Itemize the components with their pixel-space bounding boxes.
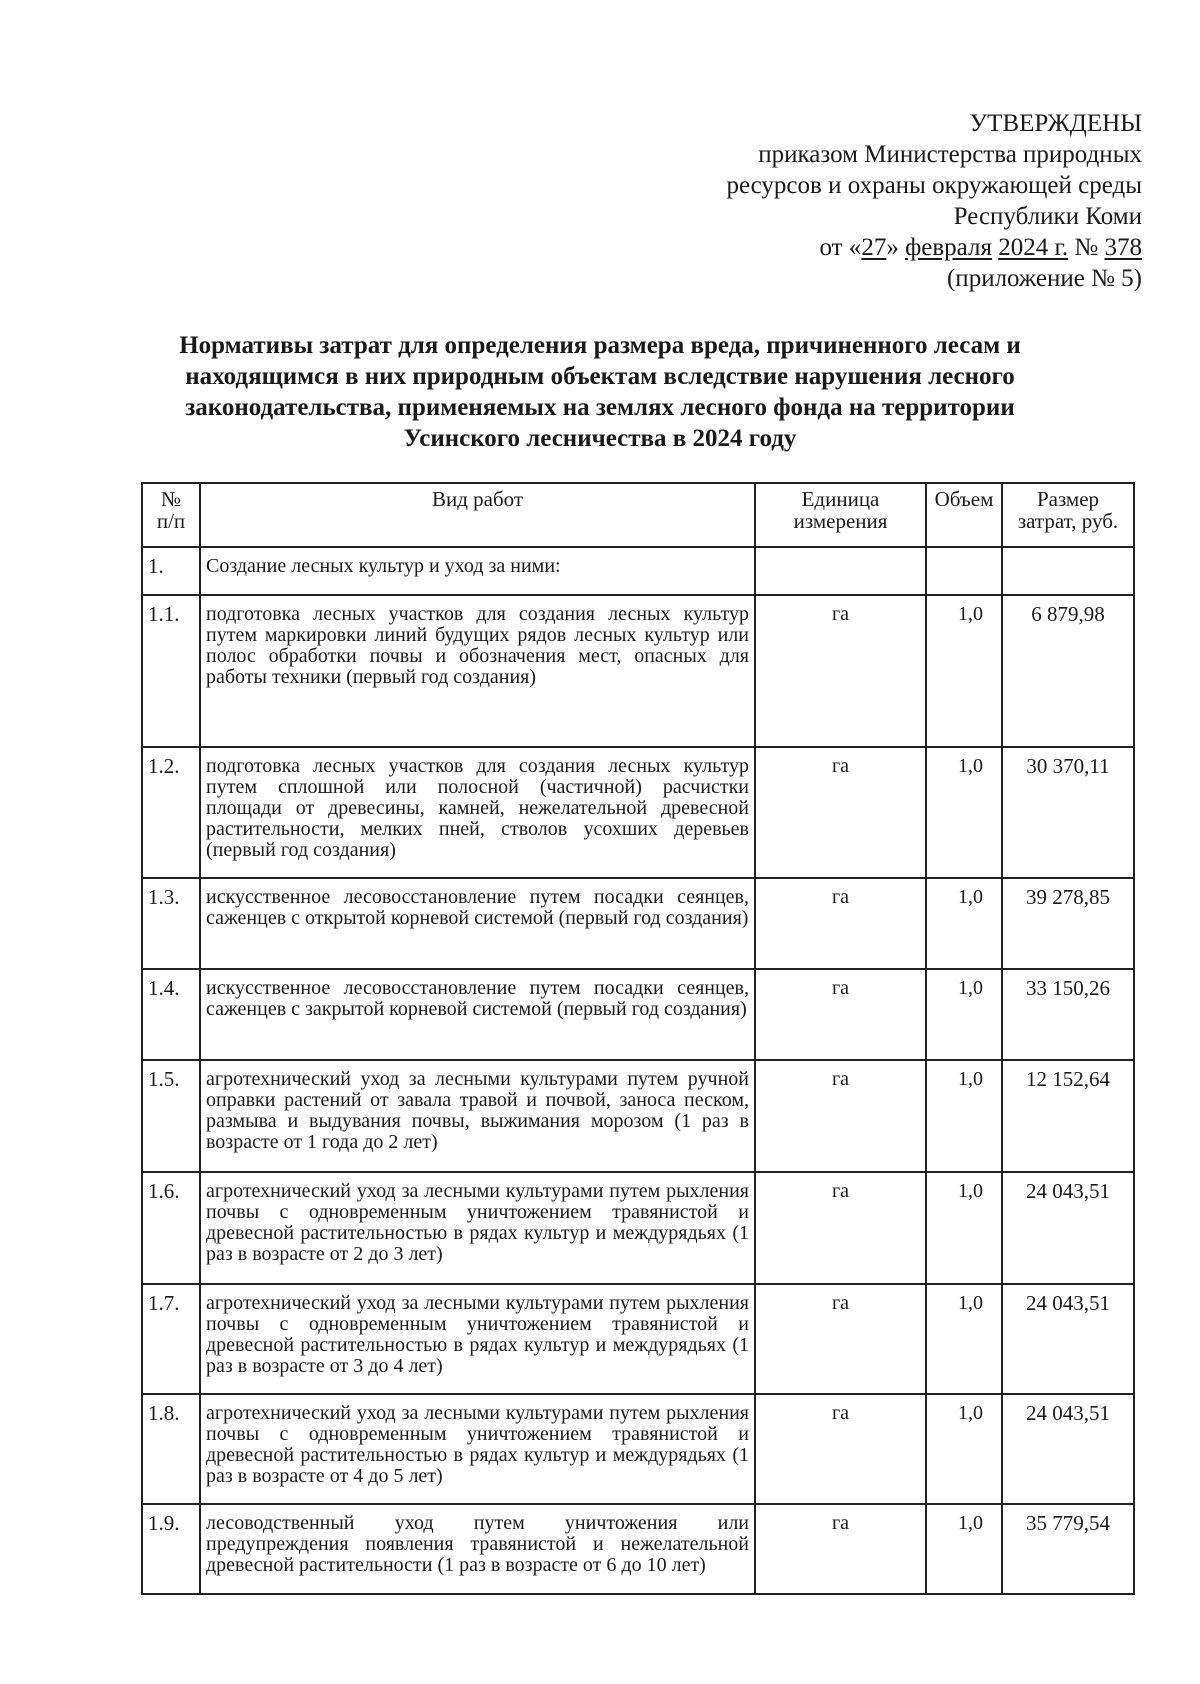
row-desc: искусственное лесовосстановление путем посадки сеянцев, саженцев с открытой корневой системой (первый год создания) <box>200 878 755 969</box>
row-cost: 12 152,64 <box>1002 1060 1134 1172</box>
approval-month: февраля <box>905 234 992 261</box>
row-volume: 1,0 <box>926 969 1002 1060</box>
row-num: 1.9. <box>142 1504 200 1594</box>
row-unit: га <box>755 747 926 878</box>
approval-year: 2024 г. <box>998 234 1069 261</box>
row-cost: 24 043,51 <box>1002 1394 1134 1504</box>
row-cost: 33 150,26 <box>1002 969 1134 1060</box>
header-work: Вид работ <box>200 483 755 547</box>
approval-republic-line: Республики Коми <box>953 203 1142 230</box>
row-desc: искусственное лесовосстановление путем посадки сеянцев, саженцев с закрытой корневой системой (первый год создания) <box>200 969 755 1060</box>
row-num: 1.7. <box>142 1284 200 1394</box>
row-volume: 1,0 <box>926 1504 1002 1594</box>
section-label: Создание лесных культур и уход за ними: <box>200 547 755 595</box>
table-row <box>142 1060 1134 1172</box>
approval-number: 378 <box>1104 234 1142 261</box>
approval-appendix-line: (приложение № 5) <box>946 265 1142 292</box>
row-cost: 6 879,98 <box>1002 595 1134 747</box>
row-cost: 24 043,51 <box>1002 1172 1134 1284</box>
row-num: 1.4. <box>142 969 200 1060</box>
row-num: 1.3. <box>142 878 200 969</box>
table-row <box>142 595 1134 747</box>
row-unit: га <box>755 969 926 1060</box>
row-cost: 24 043,51 <box>1002 1284 1134 1394</box>
row-volume: 1,0 <box>926 595 1002 747</box>
row-volume: 1,0 <box>926 747 1002 878</box>
approval-heading: УТВЕРЖДЕНЫ <box>969 110 1142 137</box>
row-volume: 1,0 <box>926 1394 1002 1504</box>
row-desc: агротехнический уход за лесными культурами путем ручной оправки растений от завала травой и почвой, заноса песком, размыва и выдувания почвы, выжимания морозом (1 раз в возрасте от 1 года до 2 лет) <box>200 1060 755 1172</box>
row-num: 1.8. <box>142 1394 200 1504</box>
table-row <box>142 878 1134 969</box>
row-cost: 39 278,85 <box>1002 878 1134 969</box>
cost-table <box>141 482 1135 1595</box>
table-header-row <box>142 483 1134 547</box>
table-row <box>142 1394 1134 1504</box>
row-volume: 1,0 <box>926 878 1002 969</box>
row-num: 1.1. <box>142 595 200 747</box>
row-unit: га <box>755 1284 926 1394</box>
header-cost: Размер затрат, руб. <box>1002 483 1134 547</box>
row-volume: 1,0 <box>926 1060 1002 1172</box>
approval-day: 27 <box>861 234 887 261</box>
row-desc: агротехнический уход за лесными культурами путем рыхления почвы с одновременным уничтожением травянистой и древесной растительностью в рядах культур и междурядьях (1 раз в возрасте от 3 до 4 лет) <box>200 1284 755 1394</box>
row-desc: лесоводственный уход путем уничтожения или предупреждения появления травянистой и нежелательной древесной растительности (1 раз в возрасте от 6 до 10 лет) <box>200 1504 755 1594</box>
table-row <box>142 1172 1134 1284</box>
row-cost: 30 370,11 <box>1002 747 1134 878</box>
row-volume: 1,0 <box>926 1284 1002 1394</box>
header-num: № п/п <box>142 483 200 547</box>
table-row <box>142 747 1134 878</box>
header-volume: Объем <box>926 483 1002 547</box>
approval-block <box>726 108 1142 294</box>
row-num: 1.5. <box>142 1060 200 1172</box>
row-unit: га <box>755 1504 926 1594</box>
table-row <box>142 1504 1134 1594</box>
table-row <box>142 969 1134 1060</box>
document-title: Нормативы затрат для определения размера вреда, причиненного лесам и находящимся в них природным объектам вследствие нарушения лесного законодательства, применяемых на землях лесного фонда на территории Усинского лесничества в 2024 году <box>179 332 1021 452</box>
approval-ministry-line: ресурсов и охраны окружающей среды <box>726 172 1142 199</box>
row-desc: агротехнический уход за лесными культурами путем рыхления почвы с одновременным уничтожением травянистой и древесной растительностью в рядах культур и междурядьях (1 раз в возрасте от 2 до 3 лет) <box>200 1172 755 1284</box>
row-desc: подготовка лесных участков для создания лесных культур путем маркировки линий будущих рядов лесных культур или полос обработки почвы и обозначения мест, опасных для работы техники (первый год создания) <box>200 595 755 747</box>
row-unit: га <box>755 878 926 969</box>
row-unit: га <box>755 595 926 747</box>
row-num: 1.6. <box>142 1172 200 1284</box>
approval-order-line: приказом Министерства природных <box>758 141 1142 168</box>
row-volume: 1,0 <box>926 1172 1002 1284</box>
row-unit: га <box>755 1060 926 1172</box>
row-num: 1.2. <box>142 747 200 878</box>
approval-date-line: от «27» февраля 2024 г. № 378 <box>819 234 1142 261</box>
header-unit: Единица измерения <box>755 483 926 547</box>
row-cost: 35 779,54 <box>1002 1504 1134 1594</box>
row-unit: га <box>755 1172 926 1284</box>
row-unit: га <box>755 1394 926 1504</box>
row-desc: подготовка лесных участков для создания лесных культур путем сплошной или полосной (частичной) расчистки площади от древесины, камней, нежелательной древесной растительности, мелких пней, стволов усохших деревьев (первый год создания) <box>200 747 755 878</box>
table-row <box>142 1284 1134 1394</box>
row-desc: агротехнический уход за лесными культурами путем рыхления почвы с одновременным уничтожением травянистой и древесной растительностью в рядах культур и междурядьях (1 раз в возрасте от 4 до 5 лет) <box>200 1394 755 1504</box>
cost-table-container <box>141 482 1135 1595</box>
table-section-row <box>142 547 1134 595</box>
section-num: 1. <box>142 547 200 595</box>
